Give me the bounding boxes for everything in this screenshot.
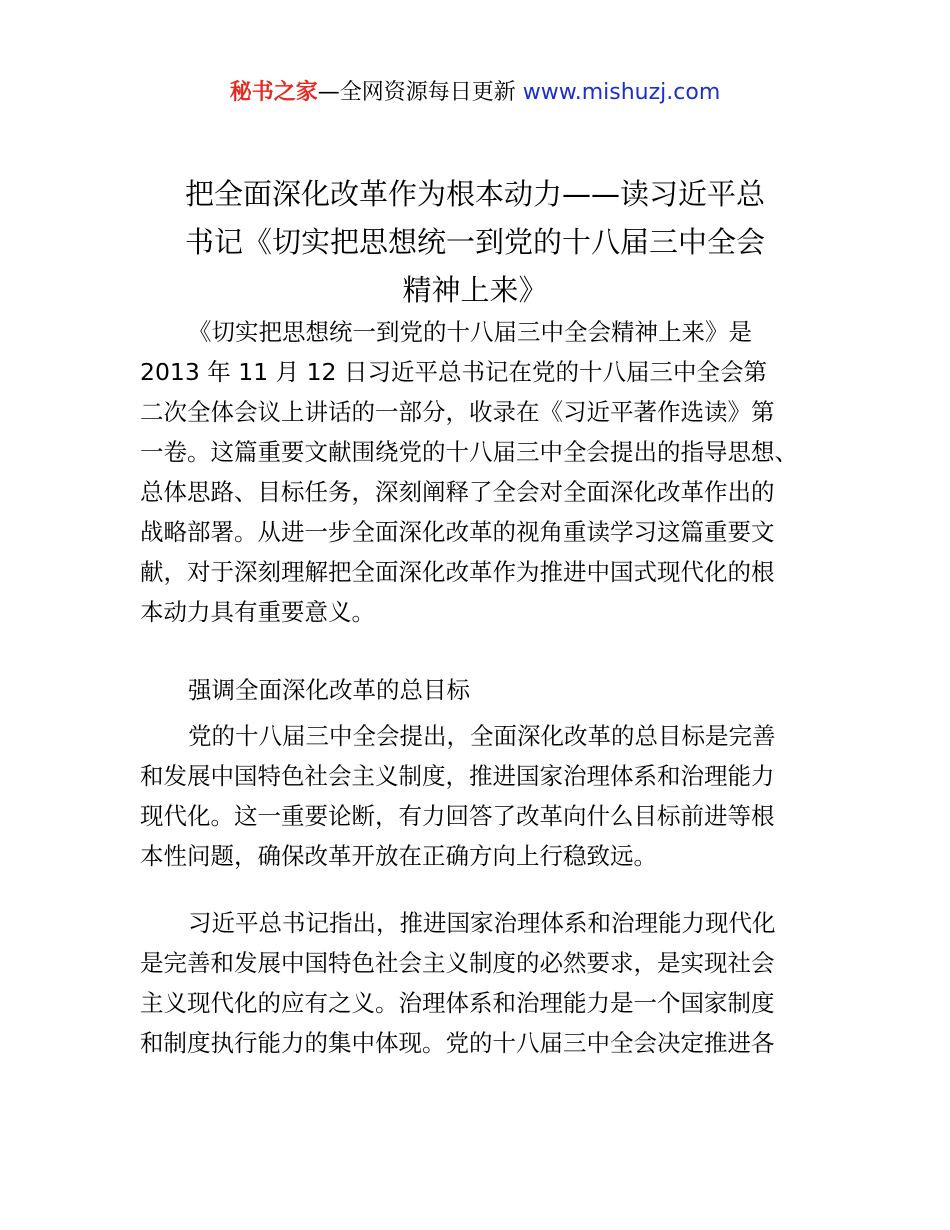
paragraph-line: 本性问题，确保改革开放在正确方向上行稳致远。 xyxy=(140,842,657,870)
paragraph-line: 党的十八届三中全会提出，全面深化改革的总目标是完善 xyxy=(188,722,776,750)
paragraph-line: 和制度执行能力的集中体现。党的十八届三中全会决定推进各 xyxy=(140,1029,775,1057)
brand-name: 秘书之家 xyxy=(229,80,318,105)
site-url-link[interactable]: www.mishuzj.com xyxy=(522,80,721,105)
paragraph-line: 一卷。这篇重要文献围绕党的十八届三中全会提出的指导思想、 xyxy=(140,438,798,466)
title-line: 书记《切实把思想统一到党的十八届三中全会 xyxy=(184,225,765,259)
paragraph-line: 二次全体会议上讲话的一部分，收录在《习近平著作选读》第 xyxy=(140,398,775,426)
section-heading xyxy=(140,670,812,710)
paragraph-line: 献，对于深刻理解把全面深化改革作为推进中国式现代化的根 xyxy=(140,558,775,586)
paragraph-line: 2013 年 11 月 12 日习近平总书记在党的十八届三中全会第 xyxy=(140,358,767,386)
paragraph-line: 和发展中国特色社会主义制度，推进国家治理体系和治理能力 xyxy=(140,762,775,790)
paragraph-line: 总体思路、目标任务，深刻阐释了全会对全面深化改革作出的 xyxy=(140,478,775,506)
paragraph-line: 本动力具有重要意义。 xyxy=(140,598,375,626)
paragraph-governance xyxy=(140,903,812,1063)
title-line: 把全面深化改革作为根本动力——读习近平总 xyxy=(184,177,765,211)
paragraph-line: 现代化。这一重要论断，有力回答了改革向什么目标前进等根 xyxy=(140,802,775,830)
title-line: 精神上来》 xyxy=(402,273,548,307)
paragraph-line: 是完善和发展中国特色社会主义制度的必然要求，是实现社会 xyxy=(140,949,775,977)
paragraph-line: 《切实把思想统一到党的十八届三中全会精神上来》是 xyxy=(188,318,752,346)
site-header xyxy=(0,78,950,108)
section-heading-text: 强调全面深化改革的总目标 xyxy=(188,676,470,704)
paragraph-intro xyxy=(140,312,812,632)
paragraph-line: 战略部署。从进一步全面深化改革的视角重读学习这篇重要文 xyxy=(140,518,775,546)
article-title xyxy=(140,170,810,314)
paragraph-goal xyxy=(140,716,812,876)
paragraph-line: 主义现代化的应有之义。治理体系和治理能力是一个国家制度 xyxy=(140,989,775,1017)
paragraph-line: 习近平总书记指出，推进国家治理体系和治理能力现代化 xyxy=(188,909,776,937)
header-tagline: —全网资源每日更新 xyxy=(317,80,523,105)
